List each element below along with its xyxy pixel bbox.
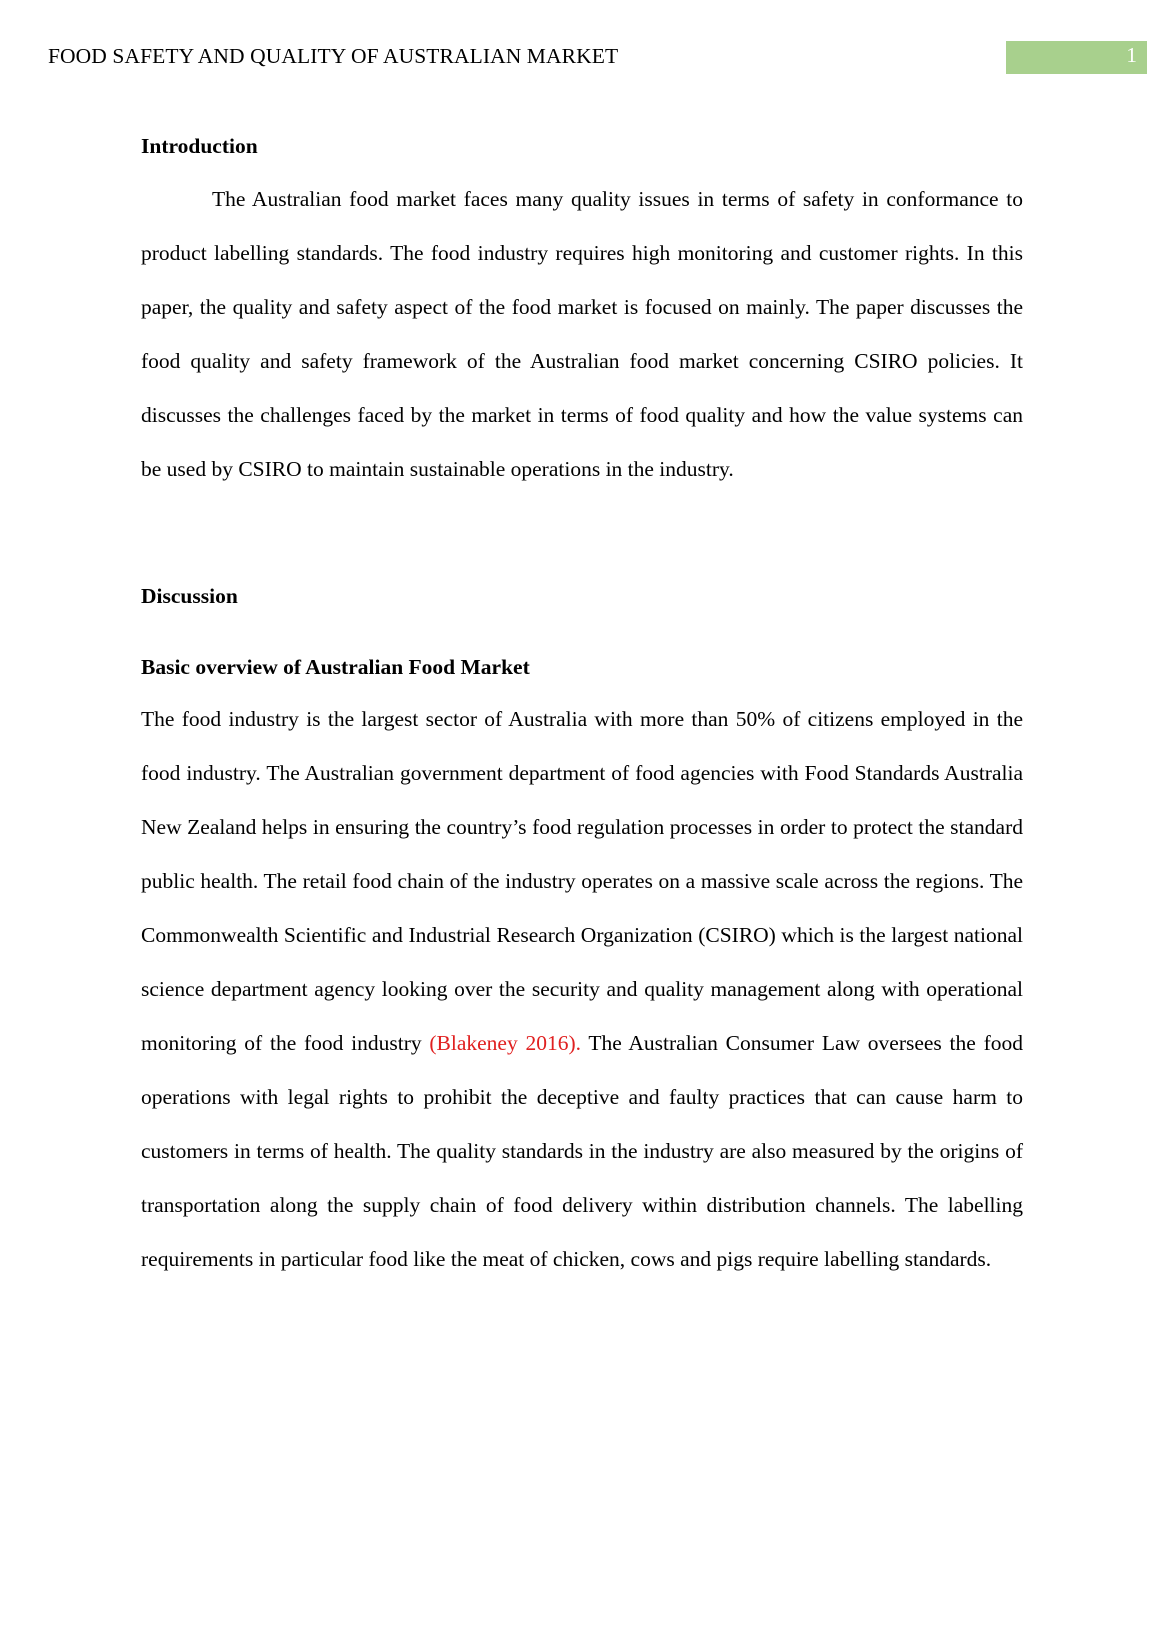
citation-blakeney-2016: (Blakeney 2016). <box>429 1031 582 1055</box>
page-number-box <box>1006 41 1147 74</box>
introduction-paragraph: The Australian food market faces many quality issues in terms of safety in conformance to product labelling standards. The food industry requires high monitoring and customer rights. In this paper, the quality and safety aspect of the food market is focused on mainly. The paper discusses the food quality and safety framework of the Australian food market concerning CSIRO policies. It discusses the challenges faced by the market in terms of food quality and how the value systems can be used by CSIRO to maintain sustainable operations in the industry. <box>141 187 1023 481</box>
overview-paragraph-part1: The food industry is the largest sector of Australia with more than 50% of citizens employed in the food industry. The Australian government department of food agencies with Food Standards Australia New Zealand helps in ensuring the country’s food regulation processes in order to protect the standard public health. The retail food chain of the industry operates on a massive scale across the regions. The Commonwealth Scientific and Industrial Research Organization (CSIRO) which is the largest national science department agency looking over the security and quality management along with operational monitoring of the food industry <box>141 707 1023 1055</box>
discussion-heading: Discussion <box>141 584 238 608</box>
overview-paragraph <box>141 692 1023 1286</box>
running-head: FOOD SAFETY AND QUALITY OF AUSTRALIAN MARKET <box>48 44 619 68</box>
introduction-heading: Introduction <box>141 134 258 158</box>
overview-paragraph-part2: The Australian Consumer Law oversees the food operations with legal rights to prohibit the deceptive and faulty practices that can cause harm to customers in terms of health. The quality standards in the industry are also measured by the origins of transportation along the supply chain of food delivery within distribution channels. The labelling requirements in particular food like the meat of chicken, cows and pigs require labelling standards. <box>141 1031 1023 1271</box>
page-number: 1 <box>1126 43 1137 67</box>
overview-heading: Basic overview of Australian Food Market <box>141 655 530 679</box>
